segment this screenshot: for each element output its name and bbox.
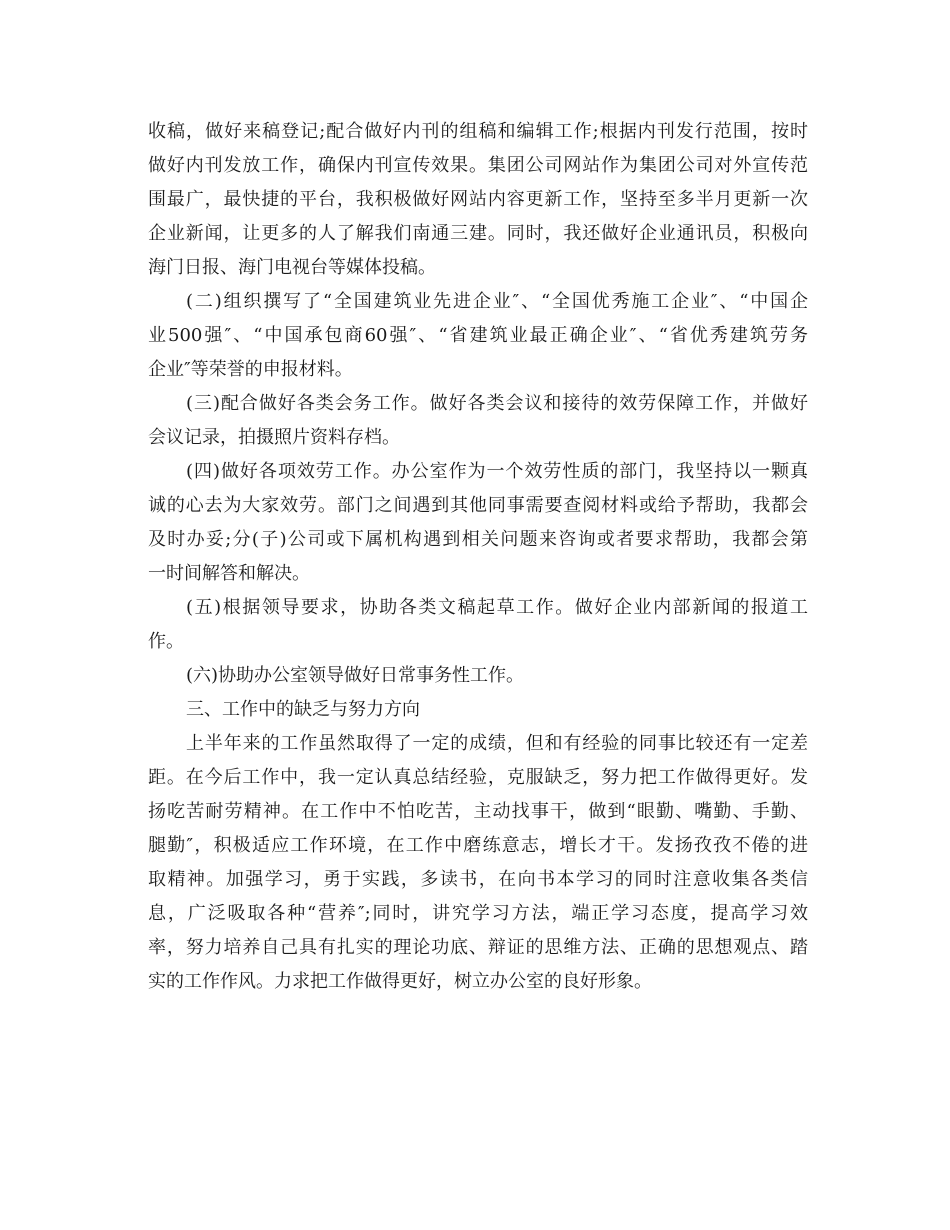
text-line: 业500强″、“中国承包商60强″、“省建筑业最正确企业″、“省优秀建筑劳务 (148, 325, 808, 346)
text-line: 海门日报、海门电视台等媒体投稿。 (148, 257, 436, 278)
text-line: 距。在今后工作中，我一定认真总结经验，克服缺乏，努力把工作做得更好。发 (148, 767, 808, 788)
text-line: (二)组织撰写了“全国建筑业先进企业″、“全国优秀施工企业″、“中国企 (186, 291, 808, 312)
text-line: (三)配合做好各类会务工作。做好各类会议和接待的效劳保障工作，并做好 (186, 393, 808, 414)
text-line: 取精神。加强学习，勇于实践，多读书，在向书本学习的同时注意收集各类信 (148, 869, 808, 890)
text-line: (五)根据领导要求，协助各类文稿起草工作。做好企业内部新闻的报道工 (186, 597, 808, 618)
text-line: 及时办妥;分(子)公司或下属机构遇到相关问题来咨询或者要求帮助，我都会第 (148, 529, 808, 550)
text-line: 诚的心去为大家效劳。部门之间遇到其他同事需要查阅材料或给予帮助，我都会 (148, 495, 808, 516)
text-line: 实的工作作风。力求把工作做得更好，树立办公室的良好形象。 (148, 971, 652, 992)
document-body (148, 115, 808, 999)
text-line: 收稿，做好来稿登记;配合做好内刊的组稿和编辑工作;根据内刊发行范围，按时 (148, 121, 808, 142)
text-line: 腿勤″，积极适应工作环境，在工作中磨练意志，增长才干。发扬孜孜不倦的进 (148, 835, 808, 856)
text-line: 息，广泛吸取各种“营养″;同时，讲究学习方法，端正学习态度，提高学习效 (148, 903, 808, 924)
text-line: 上半年来的工作虽然取得了一定的成绩，但和有经验的同事比较还有一定差 (186, 733, 808, 754)
text-line: 扬吃苦耐劳精神。在工作中不怕吃苦，主动找事干，做到“眼勤、嘴勤、手勤、 (148, 801, 808, 822)
text-line: 率，努力培养自己具有扎实的理论功底、辩证的思维方法、正确的思想观点、踏 (148, 937, 808, 958)
text-line: 围最广，最快捷的平台，我积极做好网站内容更新工作，坚持至多半月更新一次 (148, 189, 808, 210)
text-line: 三、工作中的缺乏与努力方向 (186, 699, 420, 720)
text-line: 企业新闻，让更多的人了解我们南通三建。同时，我还做好企业通讯员，积极向 (148, 223, 808, 244)
text-line: 作。 (148, 631, 184, 652)
text-line: 做好内刊发放工作，确保内刊宣传效果。集团公司网站作为集团公司对外宣传范 (148, 155, 808, 176)
text-line: 一时间解答和解决。 (148, 563, 310, 584)
text-line: 企业″等荣誉的申报材料。 (148, 359, 353, 380)
text-line: 会议记录，拍摄照片资料存档。 (148, 427, 400, 448)
text-line: (四)做好各项效劳工作。办公室作为一个效劳性质的部门，我坚持以一颗真 (186, 461, 808, 482)
text-line: (六)协助办公室领导做好日常事务性工作。 (186, 665, 525, 686)
